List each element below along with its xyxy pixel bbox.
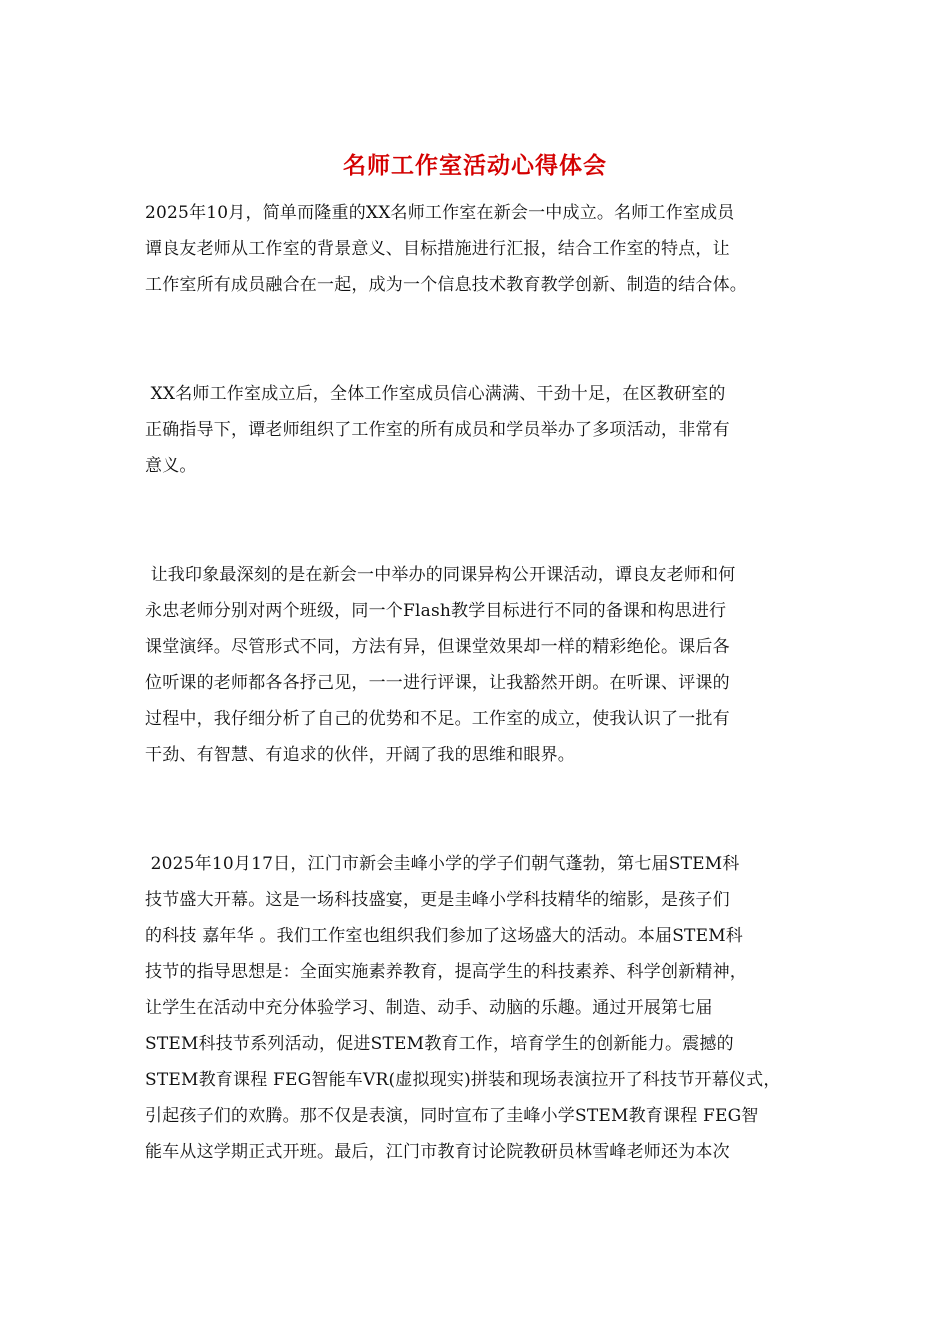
text-line: STEM教育课程 FEG智能车VR(虚拟现实)拼装和现场表演拉开了科技节开幕仪式， <box>145 1070 781 1090</box>
text-line: 能车从这学期正式开班。最后，江门市教育讨论院教研员林雪峰老师还为本次 <box>145 1142 730 1162</box>
paragraph-3 <box>145 557 815 773</box>
text-line: 干劲、有智慧、有追求的伙伴，开阔了我的思维和眼界。 <box>145 745 575 765</box>
text-line: 永忠老师分别对两个班级，同一个Flash教学目标进行不同的备课和构思进行 <box>145 601 727 621</box>
text-line: 2025年10月，简单而隆重的XX名师工作室在新会一中成立。名师工作室成员 <box>145 203 735 223</box>
text-line: 的科技 嘉年华 。我们工作室也组织我们参加了这场盛大的活动。本届STEM科 <box>145 926 744 946</box>
document-title: 名师工作室活动心得体会 <box>343 152 607 179</box>
text-line: 过程中，我仔细分析了自己的优势和不足。工作室的成立，使我认识了一批有 <box>145 709 730 729</box>
paragraph-1 <box>145 195 815 303</box>
paragraph-gap <box>145 773 815 846</box>
paragraph-2 <box>145 376 815 484</box>
paragraph-gap <box>145 303 815 376</box>
text-line: 位听课的老师都各各抒己见，一一进行评课，让我豁然开朗。在听课、评课的 <box>145 673 730 693</box>
text-line: 技节盛大开幕。这是一场科技盛宴，更是圭峰小学科技精华的缩影，是孩子们 <box>145 890 730 910</box>
text-line: 2025年10月17日，江门市新会圭峰小学的学子们朝气蓬勃，第七届STEM科 <box>145 854 740 874</box>
text-line: 课堂演绎。尽管形式不同，方法有异，但课堂效果却一样的精彩绝伦。课后各 <box>145 637 730 657</box>
text-line: 正确指导下，谭老师组织了工作室的所有成员和学员举办了多项活动，非常有 <box>145 420 730 440</box>
text-line: STEM科技节系列活动，促进STEM教育工作，培育学生的创新能力。震撼的 <box>145 1034 734 1054</box>
document-body <box>145 195 815 1170</box>
text-line: 意义。 <box>145 456 197 476</box>
text-line: 引起孩子们的欢腾。那不仅是表演，同时宣布了圭峰小学STEM教育课程 FEG智 <box>145 1106 759 1126</box>
paragraph-4 <box>145 846 815 1170</box>
text-line: XX名师工作室成立后，全体工作室成员信心满满、干劲十足，在区教研室的 <box>145 384 726 404</box>
text-line: 让我印象最深刻的是在新会一中举办的同课异构公开课活动，谭良友老师和何 <box>145 565 736 585</box>
text-line: 工作室所有成员融合在一起，成为一个信息技术教育教学创新、制造的结合体。 <box>145 275 747 295</box>
text-line: 谭良友老师从工作室的背景意义、目标措施进行汇报，结合工作室的特点，让 <box>145 239 730 259</box>
text-line: 技节的指导思想是：全面实施素养教育，提高学生的科技素养、科学创新精神， <box>145 962 747 982</box>
text-line: 让学生在活动中充分体验学习、制造、动手、动脑的乐趣。通过开展第七届 <box>145 998 713 1018</box>
paragraph-gap <box>145 484 815 557</box>
